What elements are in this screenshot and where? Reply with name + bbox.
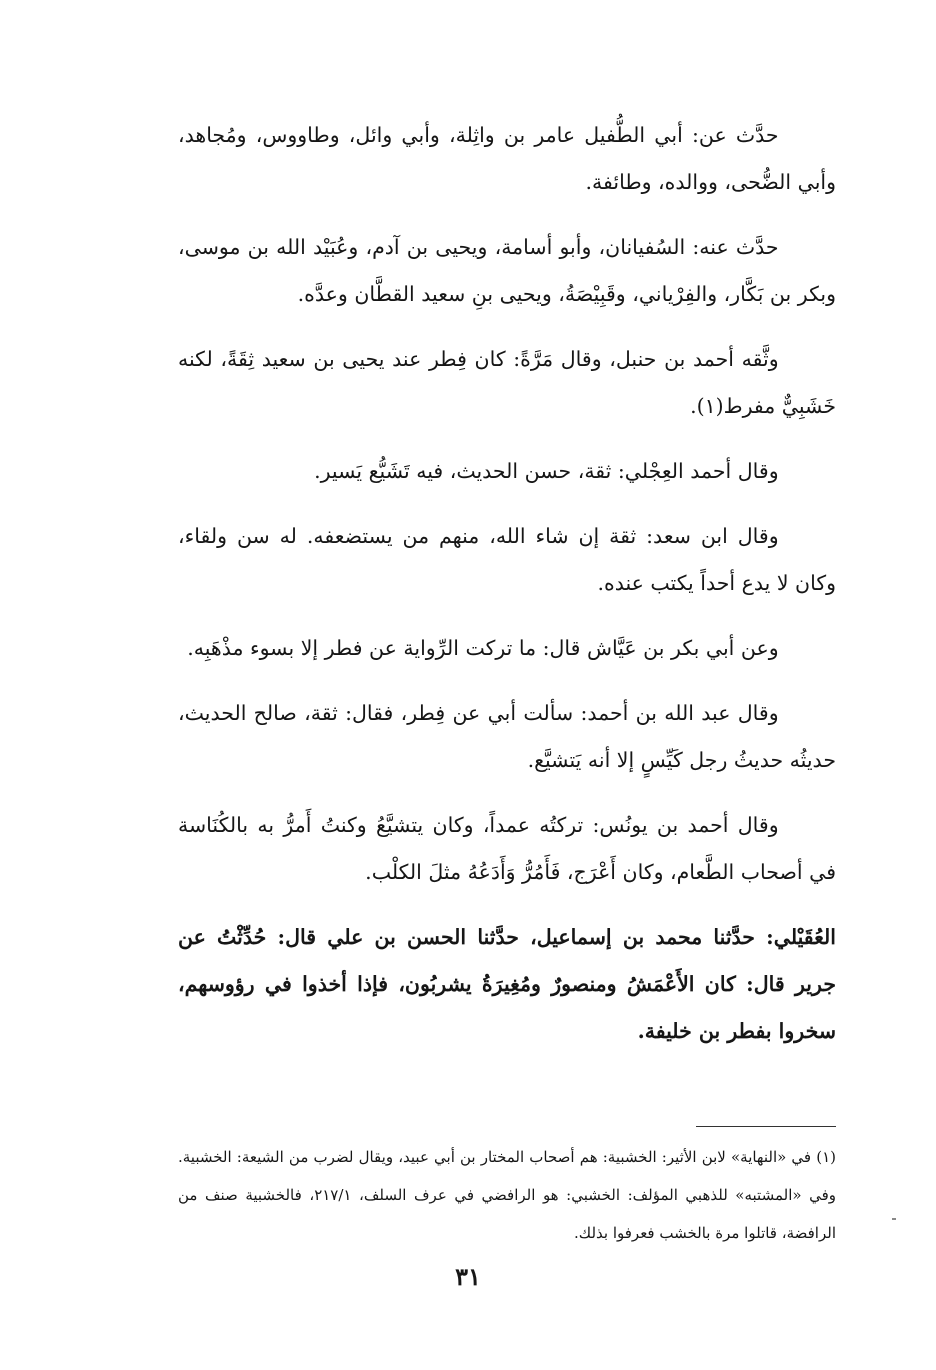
paragraph-ahmad-ibn-hanbal: وثَّقه أحمد بن حنبل، وقال مَرَّةً: كان فِطر عند يحيى بن سعيد ثِقَةً، لكنه خَشَبِيٌّ مفرط(١).	[178, 347, 836, 418]
scan-speck	[892, 1218, 896, 1220]
main-text	[178, 112, 836, 1073]
paragraph-abu-bakr-ibn-ayyash: وعن أبي بكر بن عَيَّاش قال: ما تركت الرِّواية عن فطر إلا بسوء مذْهَبِه.	[187, 636, 779, 660]
paragraph-narrated-by: حدَّث عنه: السُفيانان، وأبو أسامة، ويحيى بن آدم، وعُبَيْد الله بن موسى، وبكر بن بَكَّار، والفِرْياني، وقَبِيْصَةُ، ويحيى بنِ سعيد القطَّان وعدَّه.	[178, 235, 836, 306]
page-number: ٣١	[455, 1262, 481, 1291]
paragraph-ibn-saad: وقال ابن سعد: ثقة إن شاء الله، منهم من يستضعفه. له سن ولقاء، وكان لا يدع أحداً يكتب عنده.	[178, 524, 836, 595]
paragraph-abdullah-ibn-ahmad: وقال عبد الله بن أحمد: سألت أبي عن فِطر، فقال: ثقة، صالح الحديث، حديثُه حديثُ رجل كَيِّسٍ إلا أنه يَتشيَّع.	[178, 701, 836, 772]
paragraph-al-ijli: وقال أحمد العِجْلي: ثقة، حسن الحديث، فيه تَشَيُّع يَسير.	[314, 459, 779, 483]
footnote-separator	[696, 1126, 836, 1127]
paragraph-al-uqayli: العُقَيْلي: حدَّثنا محمد بن إسماعيل، حدَّثنا الحسن بن علي قال: حُدِّثْتُ عن جرير قال: كان الأَعْمَشُ ومنصورٌ ومُغِيرَةُ يشربُون، فإذا أخذوا في رؤوسهم، سخروا بفطر بن خليفة.	[178, 925, 836, 1043]
paragraph-narrated-from: حدَّث عن: أبي الطُّفيل عامر بن واثِلة، وأبي وائل، وطاووس، ومُجاهد، وأبي الضُّحى، ووالده، وطائفة.	[178, 123, 836, 194]
paragraph-ahmad-ibn-yunus: وقال أحمد بن يونُس: تركتُه عمداً، وكان يتشيَّعُ وكنتُ أَمرُّ به بالكُنَاسة في أصحاب الطَّعام، وكان أَعْرَج، فَأَمُرُّ وَأَدَعُهُ مثلَ الكلْب.	[178, 813, 836, 884]
footnote: (١) في «النهاية» لابن الأثير: الخشبية: هم أصحاب المختار بن أبي عبيد، ويقال لضرب من الشيعة: الخشبية. وفي «المشتبه» للذهبي المؤلف: الخشبي: هو الرافضي في عرف السلف، ٢١٧/١، فالخشبية صنف من الرافضة، قاتلوا مرة بالخشب فعرفوا بذلك.	[178, 1148, 837, 1242]
